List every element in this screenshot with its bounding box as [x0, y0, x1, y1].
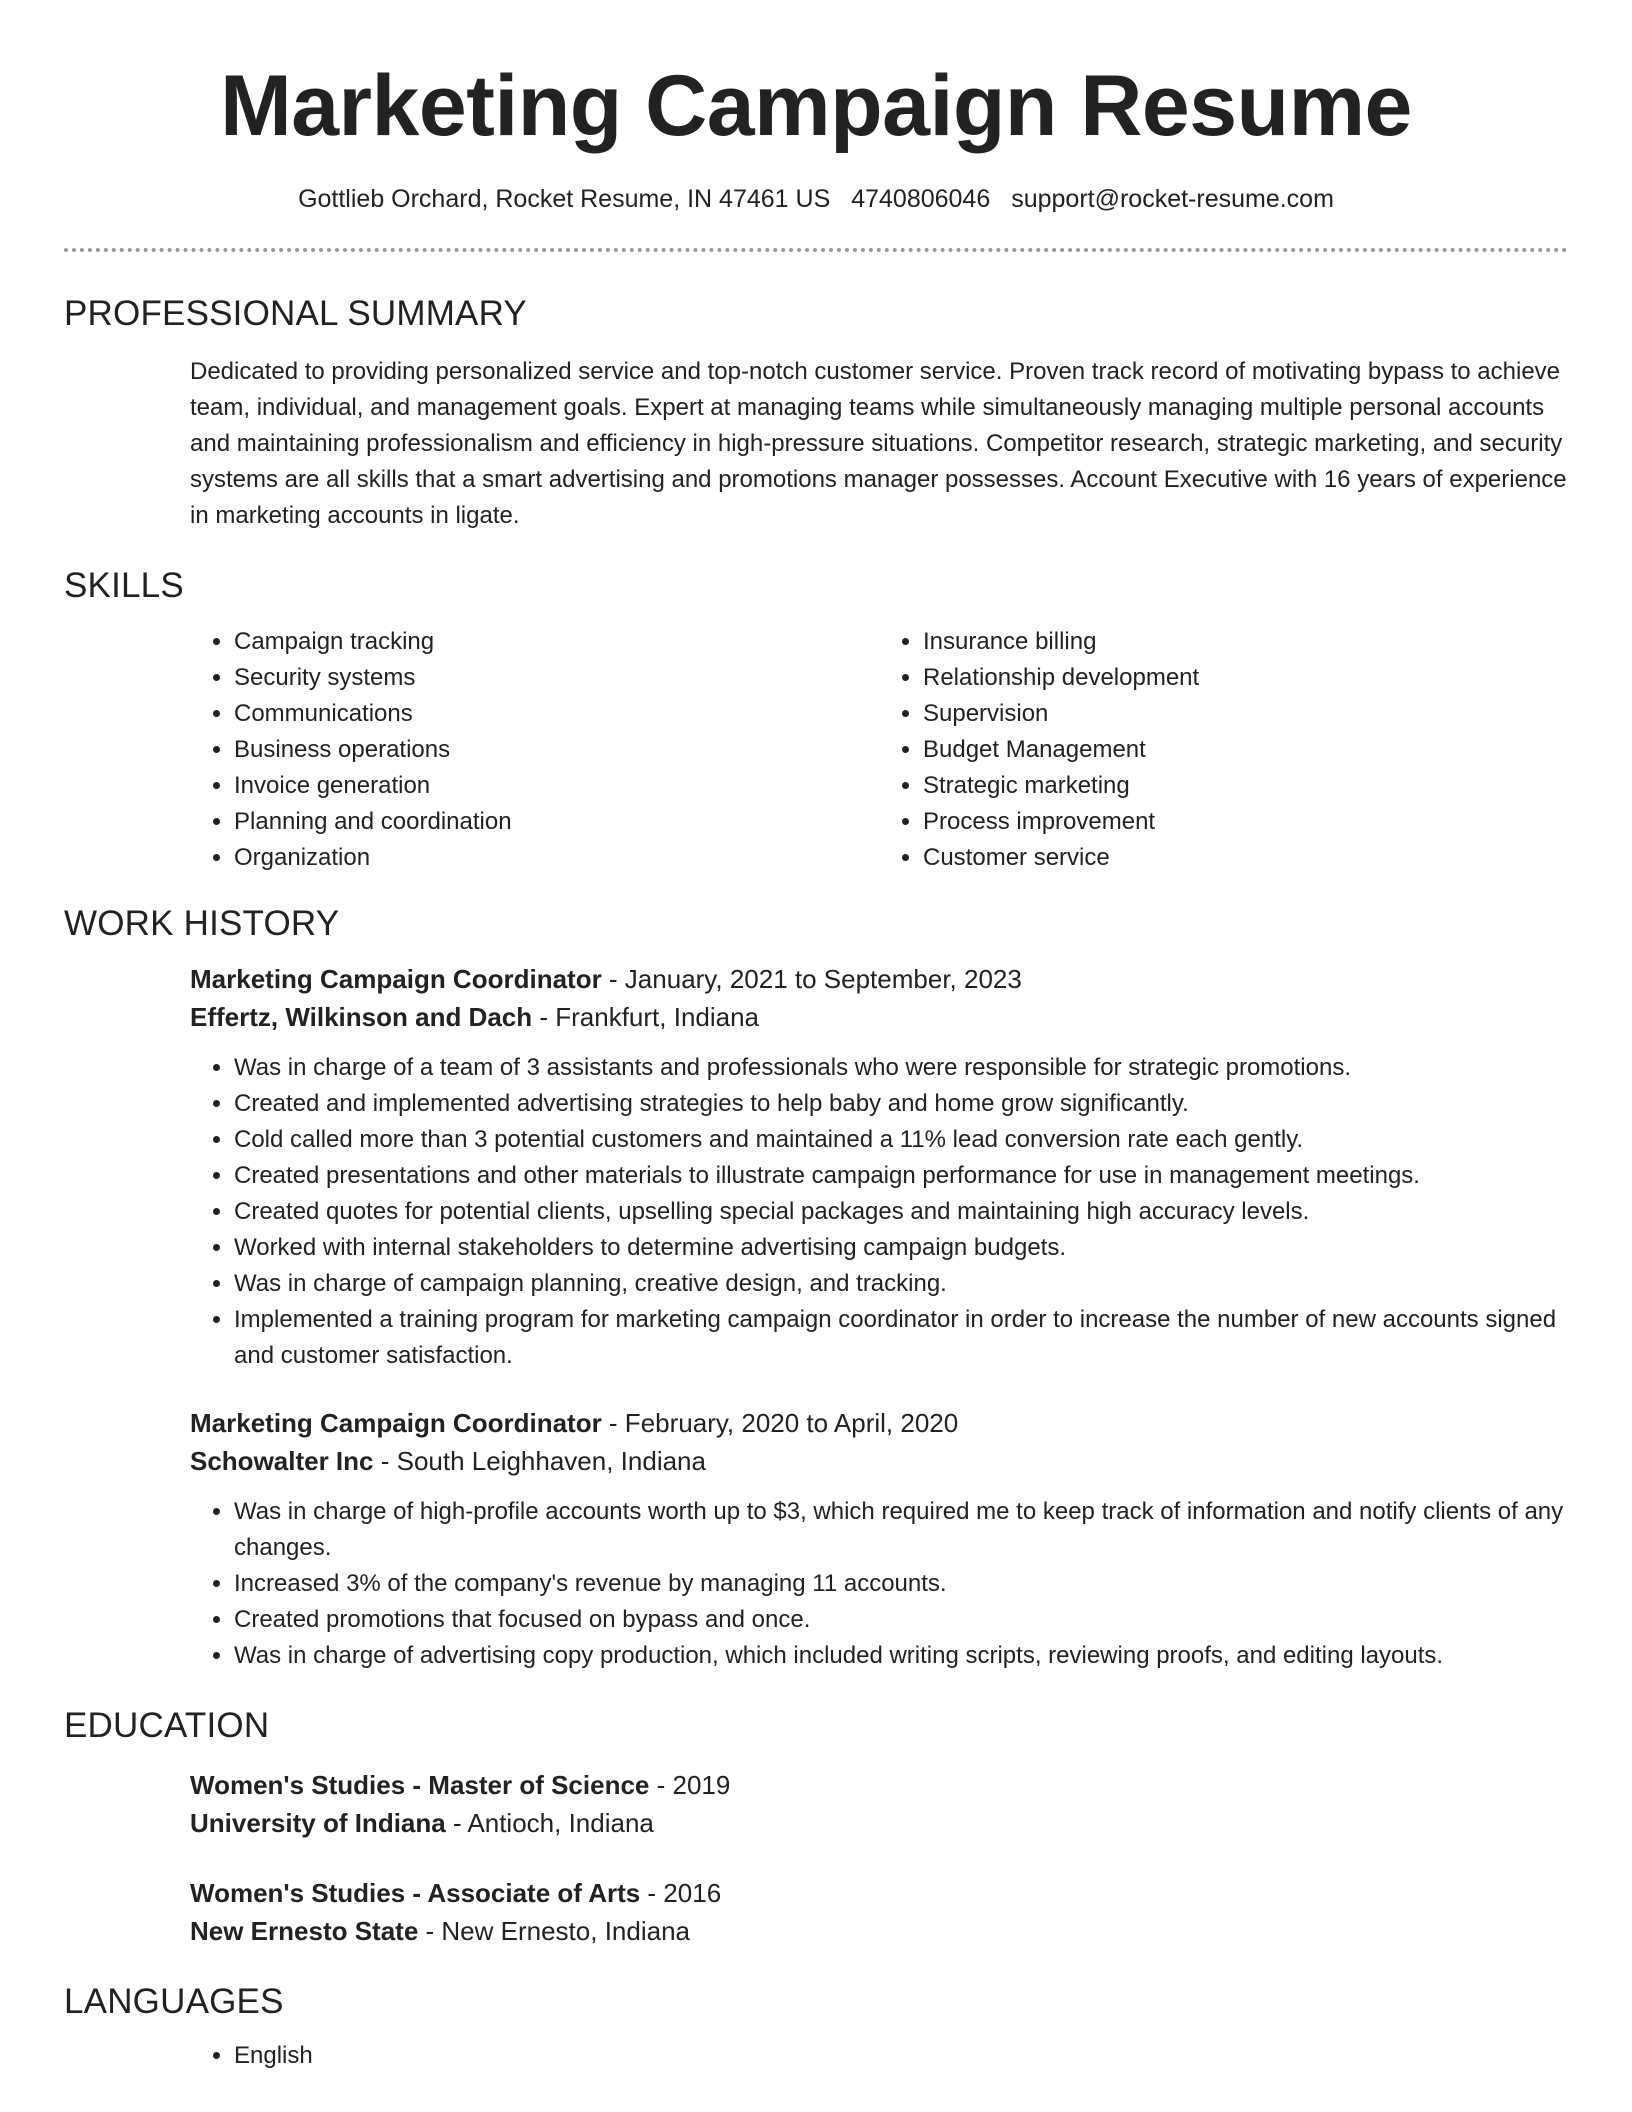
- education-year: - 2019: [649, 1770, 731, 1800]
- skills-columns: [190, 624, 1568, 876]
- job-entry: [190, 1404, 1568, 1674]
- section-title-summary: PROFESSIONAL SUMMARY: [64, 294, 527, 333]
- languages-list: [190, 2038, 1568, 2074]
- education-year: - 2016: [640, 1878, 722, 1908]
- job-bullets: [190, 1494, 1568, 1674]
- skill-item: • Process improvement: [923, 804, 1568, 840]
- skill-item: • Organization: [234, 840, 879, 876]
- header-divider: [64, 248, 1568, 252]
- job-company-line: [190, 998, 1568, 1036]
- skill-item: • Supervision: [923, 696, 1568, 732]
- job-bullet: • Worked with internal stakeholders to determine advertising campaign budgets.: [234, 1230, 1568, 1266]
- job-company: Schowalter Inc: [190, 1446, 374, 1476]
- skill-item: • Security systems: [234, 660, 879, 696]
- job-bullet: • Was in charge of a team of 3 assistants and professionals who were responsible for strategic promotions.: [234, 1050, 1568, 1086]
- education-location: - Antioch, Indiana: [445, 1808, 654, 1838]
- education-school: New Ernesto State: [190, 1916, 419, 1946]
- skill-item: • Insurance billing: [923, 624, 1568, 660]
- job-role: Marketing Campaign Coordinator: [190, 964, 602, 994]
- education-degree: Women's Studies - Associate of Arts: [190, 1878, 641, 1908]
- skill-item: • Customer service: [923, 840, 1568, 876]
- job-bullet: • Implemented a training program for marketing campaign coordinator in order to increase the number of new accounts signed and customer satisfaction.: [234, 1302, 1568, 1374]
- job-dates: - February, 2020 to April, 2020: [601, 1408, 959, 1438]
- job-location: - South Leighhaven, Indiana: [373, 1446, 706, 1476]
- job-bullet: • Created quotes for potential clients, upselling special packages and maintaining high accuracy levels.: [234, 1194, 1568, 1230]
- resume-title: Marketing Campaign Resume: [220, 58, 1412, 154]
- education-entry: [190, 1874, 1568, 1950]
- job-bullet: • Created and implemented advertising strategies to help baby and home grow significantly.: [234, 1086, 1568, 1122]
- skills-list-right: [879, 624, 1568, 876]
- section-languages: [0, 1980, 1632, 2074]
- job-bullet: • Was in charge of advertising copy production, which included writing scripts, reviewing proofs, and editing layouts.: [234, 1638, 1568, 1674]
- education-degree: Women's Studies - Master of Science: [190, 1770, 650, 1800]
- job-bullet: • Cold called more than 3 potential customers and maintained a 11% lead conversion rate each gently.: [234, 1122, 1568, 1158]
- job-dates: - January, 2021 to September, 2023: [601, 964, 1022, 994]
- contact-line: [0, 184, 1632, 214]
- skill-item: • Budget Management: [923, 732, 1568, 768]
- section-title-education: EDUCATION: [64, 1706, 270, 1745]
- section-title-languages: LANGUAGES: [64, 1982, 284, 2021]
- job-role: Marketing Campaign Coordinator: [190, 1408, 602, 1438]
- skills-list-left: [190, 624, 879, 876]
- job-bullet: • Created promotions that focused on bypass and once.: [234, 1602, 1568, 1638]
- job-company: Effertz, Wilkinson and Dach: [190, 1002, 533, 1032]
- job-bullet: • Was in charge of high-profile accounts worth up to $3, which required me to keep track of information and notify clients of any changes.: [234, 1494, 1568, 1566]
- section-skills: [0, 564, 1632, 876]
- languages-block: [190, 2038, 1568, 2074]
- job-entry: [190, 960, 1568, 1374]
- job-role-line: [190, 960, 1568, 998]
- job-bullets: [190, 1050, 1568, 1374]
- education-school-line: [190, 1804, 1568, 1842]
- contact-phone: 4740806046: [851, 185, 991, 213]
- job-bullet: • Was in charge of campaign planning, creative design, and tracking.: [234, 1266, 1568, 1302]
- section-summary: [0, 292, 1632, 534]
- contact-email: support@rocket-resume.com: [1011, 185, 1334, 213]
- section-education: [0, 1704, 1632, 1950]
- education-school: University of Indiana: [190, 1808, 446, 1838]
- skill-item: • Relationship development: [923, 660, 1568, 696]
- education-school-line: [190, 1912, 1568, 1950]
- skill-item: • Communications: [234, 696, 879, 732]
- job-location: - Frankfurt, Indiana: [532, 1002, 760, 1032]
- job-bullet: • Increased 3% of the company's revenue by managing 11 accounts.: [234, 1566, 1568, 1602]
- job-bullet: • Created presentations and other materials to illustrate campaign performance for use in management meetings.: [234, 1158, 1568, 1194]
- section-work-history: [0, 902, 1632, 1674]
- section-title-skills: SKILLS: [64, 566, 184, 605]
- skill-item: • Business operations: [234, 732, 879, 768]
- contact-address: Gottlieb Orchard, Rocket Resume, IN 47461 US: [298, 185, 831, 213]
- job-role-line: [190, 1404, 1568, 1442]
- skill-item: • Strategic marketing: [923, 768, 1568, 804]
- skill-item: • Planning and coordination: [234, 804, 879, 840]
- skill-item: • Invoice generation: [234, 768, 879, 804]
- education-entry: [190, 1766, 1568, 1842]
- education-location: - New Ernesto, Indiana: [418, 1916, 690, 1946]
- job-company-line: [190, 1442, 1568, 1480]
- education-degree-line: [190, 1766, 1568, 1804]
- skill-item: • Campaign tracking: [234, 624, 879, 660]
- education-degree-line: [190, 1874, 1568, 1912]
- section-title-work: WORK HISTORY: [64, 904, 340, 943]
- language-item: • English: [234, 2038, 1568, 2074]
- summary-text: Dedicated to providing personalized service and top-notch customer service. Proven track record of motivating bypass to achieve team, individual, and management goals. Expert at managing teams while simultaneously managing multiple personal accounts and maintaining professionalism and efficiency in high-pressure situations. Competitor research, strategic marketing, and security systems are all skills that a smart advertising and promotions manager possesses. Account Executive with 16 years of experience in marketing accounts in ligate.: [190, 358, 1567, 529]
